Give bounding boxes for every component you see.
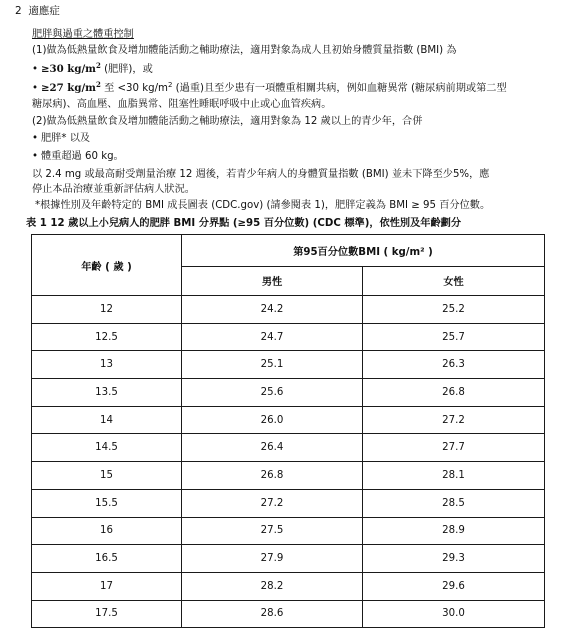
female-column-header: 女性 bbox=[363, 266, 545, 295]
adult-bullet-overweight-continued: 糖尿病)、高血壓、血脂異常、阻塞性睡眠呼吸中止或心血管疾病。 bbox=[32, 99, 332, 110]
male-bmi-cell: 27.9 bbox=[182, 545, 363, 573]
male-bmi-cell: 28.6 bbox=[182, 600, 363, 628]
bmi-cutoff-table bbox=[31, 234, 545, 628]
section-number: 2 bbox=[15, 5, 22, 17]
footnote: *根據性別及年齡特定的 BMI 成長圖表 (CDC.gov) (請參閱表 1)，肥胖定義為 BMI ≥ 95 百分位數。 bbox=[35, 200, 491, 211]
subtitle: 肥胖與過重之體重控制 bbox=[32, 29, 134, 40]
female-bmi-cell: 28.1 bbox=[363, 462, 545, 490]
female-bmi-cell: 28.9 bbox=[363, 517, 545, 545]
table-row bbox=[32, 462, 545, 490]
age-cell: 13.5 bbox=[32, 379, 182, 407]
female-bmi-cell: 25.2 bbox=[363, 296, 545, 324]
age-cell: 17.5 bbox=[32, 600, 182, 628]
age-column-header: 年齡 ( 歲 ) bbox=[32, 235, 182, 296]
female-bmi-cell: 30.0 bbox=[363, 600, 545, 628]
table-row bbox=[32, 323, 545, 351]
female-bmi-cell: 26.3 bbox=[363, 351, 545, 379]
age-cell: 14.5 bbox=[32, 434, 182, 462]
adolescent-bullet-weight bbox=[32, 150, 124, 164]
female-bmi-cell: 27.7 bbox=[363, 434, 545, 462]
age-cell: 16 bbox=[32, 517, 182, 545]
adult-bullet-overweight bbox=[32, 81, 507, 96]
superscript: 2 bbox=[167, 81, 173, 89]
female-bmi-cell: 29.3 bbox=[363, 545, 545, 573]
male-bmi-cell: 27.5 bbox=[182, 517, 363, 545]
table-row bbox=[32, 406, 545, 434]
female-bmi-cell: 29.6 bbox=[363, 572, 545, 600]
male-bmi-cell: 26.8 bbox=[182, 462, 363, 490]
table-row bbox=[32, 351, 545, 379]
bullet-text: (肥胖)，或 bbox=[100, 64, 153, 75]
female-bmi-cell: 28.5 bbox=[363, 489, 545, 517]
table-caption: 表 1 12 歲以上小兒病人的肥胖 BMI 分界點 (≥95 百分位數) (CDC 標準)，依性別及年齡劃分 bbox=[26, 218, 462, 229]
superscript: 2 bbox=[95, 80, 101, 89]
male-column-header: 男性 bbox=[182, 266, 363, 295]
bullet-text: 肥胖* 以及 bbox=[41, 133, 91, 144]
bullet-marker: • bbox=[32, 64, 39, 75]
bmi-threshold: ≥30 kg/m bbox=[41, 63, 96, 75]
adolescent-indication-intro: (2)做為低熱量飲食及增加體能活動之輔助療法，適用對象為 12 歲以上的青少年，合併 bbox=[32, 116, 423, 127]
female-bmi-cell: 27.2 bbox=[363, 406, 545, 434]
table-row bbox=[32, 379, 545, 407]
age-cell: 12 bbox=[32, 296, 182, 324]
adult-bullet-obese bbox=[32, 62, 153, 77]
male-bmi-cell: 26.4 bbox=[182, 434, 363, 462]
male-bmi-cell: 24.7 bbox=[182, 323, 363, 351]
adult-indication-intro: (1)做為低熱量飲食及增加體能活動之輔助療法，適用對象為成人且初始身體質量指數 (BMI) 為 bbox=[32, 45, 457, 56]
stop-rule-line-1: 以 2.4 mg 或最高耐受劑量治療 12 週後，若青少年病人的身體質量指數 (BMI) 並未下降至少5%，應 bbox=[32, 169, 490, 180]
bullet-text: 至 <30 kg/m bbox=[100, 83, 168, 94]
male-bmi-cell: 24.2 bbox=[182, 296, 363, 324]
female-bmi-cell: 26.8 bbox=[363, 379, 545, 407]
age-cell: 12.5 bbox=[32, 323, 182, 351]
male-bmi-cell: 28.2 bbox=[182, 572, 363, 600]
superscript: 2 bbox=[95, 61, 101, 70]
age-cell: 14 bbox=[32, 406, 182, 434]
female-bmi-cell: 25.7 bbox=[363, 323, 545, 351]
male-bmi-cell: 27.2 bbox=[182, 489, 363, 517]
table-row bbox=[32, 572, 545, 600]
table-row bbox=[32, 489, 545, 517]
age-cell: 16.5 bbox=[32, 545, 182, 573]
table-row bbox=[32, 517, 545, 545]
table-row bbox=[32, 434, 545, 462]
male-bmi-cell: 26.0 bbox=[182, 406, 363, 434]
bullet-text: 體重超過 60 kg。 bbox=[41, 151, 124, 162]
age-cell: 17 bbox=[32, 572, 182, 600]
table-row bbox=[32, 600, 545, 628]
stop-rule-line-2: 停止本品治療並重新評估病人狀況。 bbox=[32, 184, 195, 195]
section-title: 適應症 bbox=[28, 5, 60, 17]
bmi-threshold: ≥27 kg/m bbox=[41, 82, 96, 94]
male-bmi-cell: 25.6 bbox=[182, 379, 363, 407]
age-cell: 13 bbox=[32, 351, 182, 379]
section-heading bbox=[15, 4, 60, 18]
table-row bbox=[32, 296, 545, 324]
bullet-marker: • bbox=[32, 133, 39, 144]
bullet-marker: • bbox=[32, 83, 39, 94]
age-cell: 15.5 bbox=[32, 489, 182, 517]
table-row bbox=[32, 545, 545, 573]
age-cell: 15 bbox=[32, 462, 182, 490]
bullet-text: (過重)且至少患有一項體重相關共病，例如血糖異常 (糖尿病前期或第二型 bbox=[172, 83, 507, 94]
male-bmi-cell: 25.1 bbox=[182, 351, 363, 379]
adolescent-bullet-obese bbox=[32, 132, 90, 146]
bmi-group-header: 第95百分位數BMI ( kg/m² ) bbox=[182, 235, 545, 267]
bullet-marker: • bbox=[32, 151, 39, 162]
